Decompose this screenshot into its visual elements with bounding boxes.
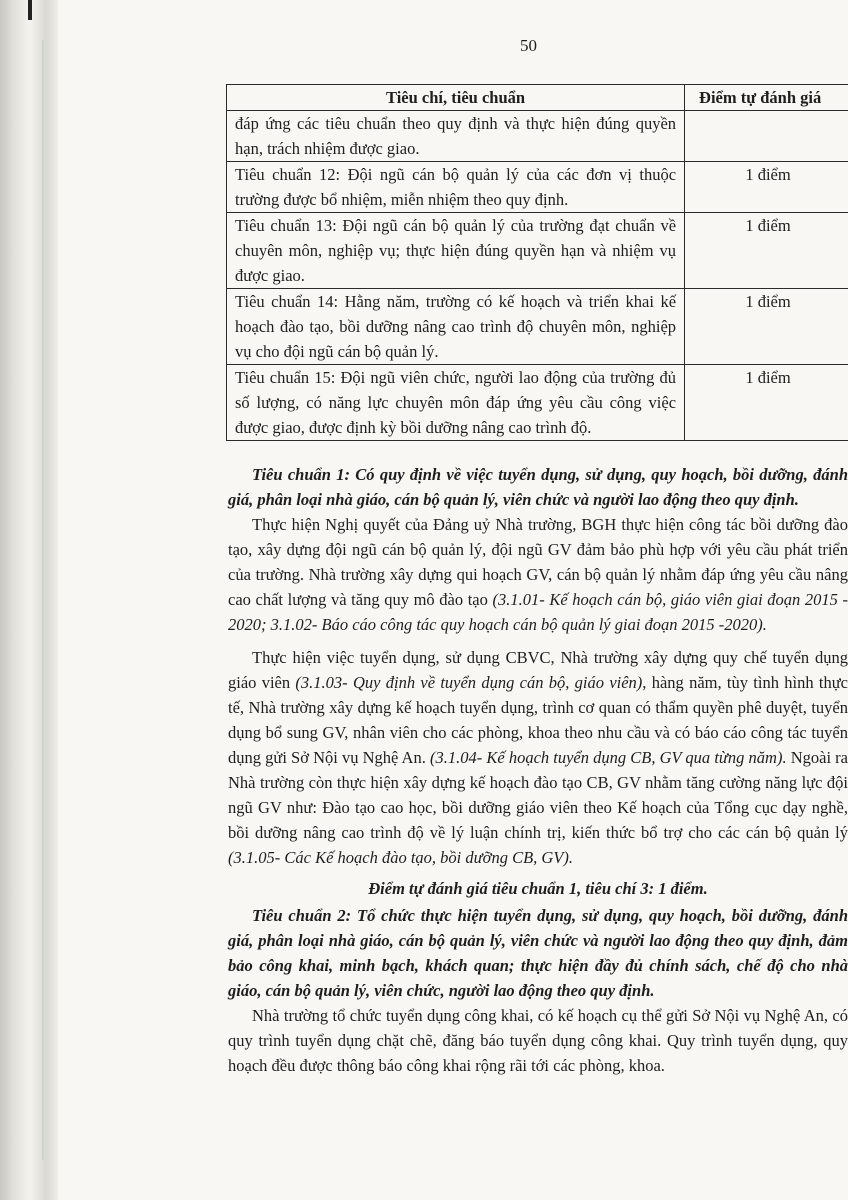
body-text <box>228 462 848 1078</box>
paragraph-2-text: Ngoài ra Nhà trường còn thực hiện xây dựng kế hoạch đào tạo CB, GV nhằm tăng cường năng lực đội ngũ GV như: Đào tạo cao học, bồi dưỡng giáo viên theo Kế hoạch của Tổng cục dạy nghề, bồi dưỡng nâng cao trình độ về lý luận chính trị, kiến thức bổ trợ cho các cán bộ quản lý <box>228 748 848 842</box>
book-binding-edge <box>0 0 58 1200</box>
criteria-cell: Tiêu chuẩn 12: Đội ngũ cán bộ quản lý của các đơn vị thuộc trường được bổ nhiệm, miễn nhiệm theo quy định. <box>227 162 685 213</box>
table-row <box>227 213 848 289</box>
paragraph-1-text: Thực hiện Nghị quyết của Đảng uỷ Nhà trường, BGH thực hiện công tác bồi dưỡng đào tạo, xây dựng đội ngũ cán bộ quản lý, đội ngũ GV đảm bảo phù hợp với yêu cầu phát triển của trường. Nhà trường xây dựng qui hoạch GV, cán bộ quản lý nhằm đáp ứng yêu cầu nâng cao chất lượng và tăng quy mô đào tạo <box>228 515 848 609</box>
table-row <box>227 365 848 441</box>
paragraph-2-text: Thực hiện việc tuyển dụng, sử dụng CBVC, Nhà trường xây dựng quy chế tuyển dụng giáo viên <box>228 648 848 692</box>
header-criteria: Tiêu chí, tiêu chuẩn <box>227 85 685 111</box>
table-row <box>227 162 848 213</box>
criteria-cell: Tiêu chuẩn 13: Đội ngũ cán bộ quản lý của trường đạt chuẩn về chuyên môn, nghiệp vụ; thực hiện đúng quyền hạn và nhiệm vụ được giao. <box>227 213 685 289</box>
self-assessment-score: Điểm tự đánh giá tiêu chuẩn 1, tiêu chí 3: 1 điểm. <box>368 879 708 898</box>
score-cell: 1 điểm <box>685 162 848 213</box>
criteria-table <box>226 84 848 441</box>
table-row <box>227 289 848 365</box>
paragraph-2-text: , hàng năm, tùy tình hình thực tế, Nhà trường xây dựng kế hoạch tuyển dụng, trình cơ quan có thẩm quyền phê duyệt, tuyển dụng bổ sung GV, nhân viên cho các phòng, khoa theo nhu cầu và có báo cáo công tác tuyển dụng gửi Sở Nội vụ Nghệ An. <box>228 673 848 767</box>
score-cell <box>685 111 848 162</box>
criteria-cell: Tiêu chuẩn 15: Đội ngũ viên chức, người lao động của trường đủ số lượng, có năng lực chuyên môn đáp ứng yêu cầu công việc được giao, được định kỳ bồi dưỡng nâng cao trình độ. <box>227 365 685 441</box>
header-score: Điểm tự đánh giá <box>685 85 848 111</box>
table-row <box>227 111 848 162</box>
paragraph-2 <box>228 645 848 870</box>
standard-1-heading: Tiêu chuẩn 1: Có quy định về việc tuyển dụng, sử dụng, quy hoạch, bồi dưỡng, đánh giá, phân loại nhà giáo, cán bộ quản lý, viên chức và người lao động theo quy định. <box>228 465 848 509</box>
score-cell: 1 điểm <box>685 213 848 289</box>
evidence-reference: (3.1.01- Kế hoạch cán bộ, giáo viên giai đoạn 2015 - 2020; 3.1.02- Báo cáo công tác quy hoạch cán bộ quản lý giai đoạn 2015 -2020). <box>228 590 848 634</box>
table-header-row <box>227 85 848 111</box>
paragraph-1 <box>228 512 848 637</box>
binding-stripe <box>42 40 44 1160</box>
score-cell: 1 điểm <box>685 365 848 441</box>
criteria-cell: đáp ứng các tiêu chuẩn theo quy định và thực hiện đúng quyền hạn, trách nhiệm được giao. <box>227 111 685 162</box>
evidence-reference: (3.1.03- Quy định về tuyển dụng cán bộ, giáo viên) <box>295 673 643 692</box>
evidence-reference: (3.1.05- Các Kế hoạch đào tạo, bồi dưỡng CB, GV). <box>228 848 574 867</box>
criteria-cell: Tiêu chuẩn 14: Hằng năm, trường có kế hoạch và triển khai kế hoạch đào tạo, bồi dưỡng nâng cao trình độ chuyên môn, nghiệp vụ cho đội ngũ cán bộ quản lý. <box>227 289 685 365</box>
standard-2-heading: Tiêu chuẩn 2: Tổ chức thực hiện tuyển dụng, sử dụng, quy hoạch, bồi dưỡng, đánh giá, phân loại nhà giáo, cán bộ quản lý, viên chức và người lao động theo quy định, đảm bảo công khai, minh bạch, khách quan; thực hiện đầy đủ chính sách, chế độ cho nhà giáo, cán bộ quản lý, viên chức, người lao động theo quy định. <box>228 906 848 1000</box>
paragraph-3: Nhà trường tổ chức tuyển dụng công khai, có kế hoạch cụ thể gửi Sở Nội vụ Nghệ An, có quy trình tuyển dụng chặt chẽ, đăng báo tuyển dụng công khai. Quy trình tuyển dụng, quy hoạch đều được thông báo công khai rộng rãi tới các phòng, khoa. <box>228 1006 848 1075</box>
evidence-reference: (3.1.04- Kế hoạch tuyển dụng CB, GV qua từng năm). <box>429 748 787 767</box>
page-number: 50 <box>520 36 537 55</box>
binding-clip <box>28 0 32 20</box>
score-cell: 1 điểm <box>685 289 848 365</box>
